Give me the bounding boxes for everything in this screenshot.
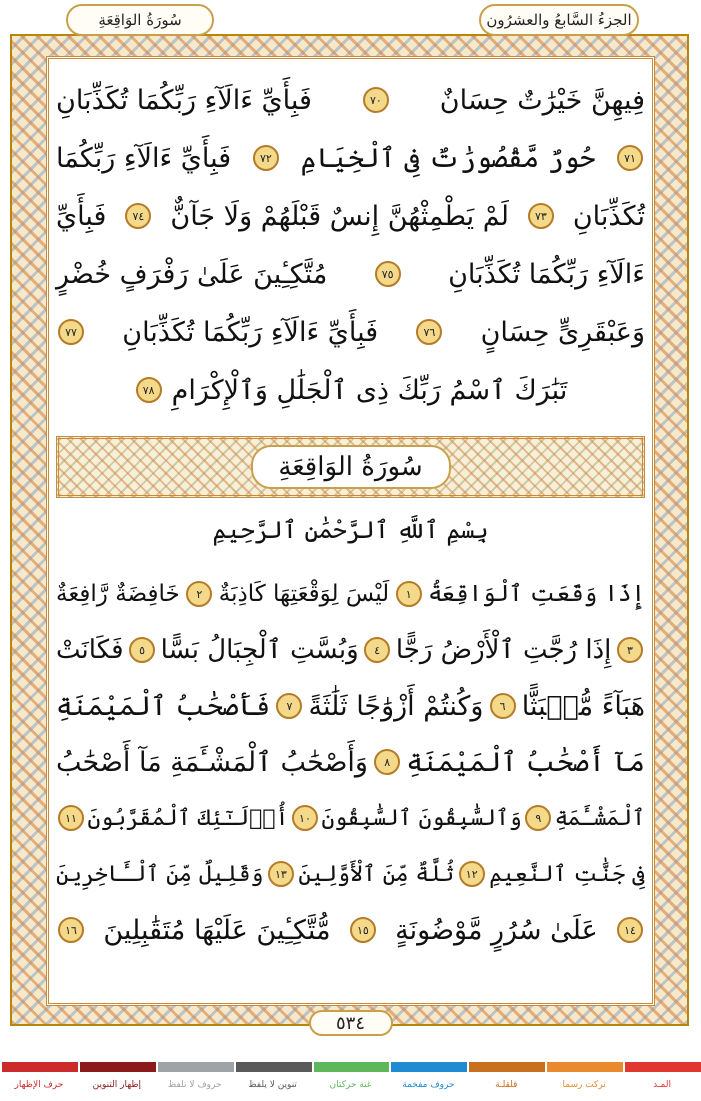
verse-line bbox=[56, 366, 645, 414]
ayah-number-marker: ٧٣ bbox=[528, 203, 554, 229]
ayah-number-marker: ٥ bbox=[129, 637, 155, 663]
legend-swatch bbox=[623, 1062, 701, 1072]
verse-text: مُتَّكِـِٔينَ عَلَىٰ رَفْرَفٍ خُضْرٍ bbox=[56, 258, 328, 290]
ayah-number-marker: ٧٠ bbox=[363, 87, 389, 113]
legend-item bbox=[156, 1062, 234, 1101]
verse-text: خَافِضَةٌ رَّافِعَةٌ bbox=[56, 581, 180, 607]
ayah-number-marker: ١٥ bbox=[350, 917, 376, 943]
legend-swatch bbox=[0, 1062, 78, 1072]
verse-text: عَلَىٰ سُرُرٍ مَّوْضُونَةٍ bbox=[395, 914, 598, 946]
verse-text: وَأَصْحَٰبُ ٱلْمَشْـَٔمَةِ مَآ أَصْحَٰبُ bbox=[56, 746, 368, 778]
ayah-number-marker: ٦ bbox=[490, 693, 516, 719]
legend-swatch bbox=[389, 1062, 467, 1072]
surah-header bbox=[66, 4, 214, 36]
surah-banner bbox=[56, 436, 645, 498]
ayah-number-marker: ٧٨ bbox=[136, 377, 162, 403]
verse-text: إِذَا رُجَّتِ ٱلْأَرْضُ رَجًّا bbox=[395, 635, 612, 665]
surah-title: سُورَةُ الوَاقِعَةِ bbox=[251, 445, 451, 489]
legend-label: حروف مفخمة bbox=[402, 1080, 455, 1090]
verse-text: وَبُسَّتِ ٱلْجِبَالُ بَسًّا bbox=[160, 635, 359, 665]
legend-label: تركت رسما bbox=[562, 1080, 606, 1090]
verse-line bbox=[56, 794, 645, 842]
verse-text: مُّتَّكِـِٔينَ عَلَيْهَا مُتَقَٰبِلِينَ bbox=[103, 914, 331, 946]
verse-line bbox=[56, 192, 645, 240]
ayah-number-marker: ٧٥ bbox=[375, 261, 401, 287]
legend-item bbox=[389, 1062, 467, 1101]
legend-label: تنوين لا يلفظ bbox=[248, 1080, 297, 1090]
verse-line bbox=[56, 250, 645, 298]
legend-swatch bbox=[312, 1062, 390, 1072]
legend-item bbox=[0, 1062, 78, 1101]
verse-line bbox=[56, 738, 645, 786]
page-number: ٥٣٤ bbox=[309, 1010, 393, 1036]
legend-item bbox=[467, 1062, 545, 1101]
verse-line bbox=[56, 850, 645, 898]
verse-text: مَآ أَصْحَٰبُ ٱلْمَيْمَنَةِ bbox=[406, 746, 645, 778]
legend-item bbox=[78, 1062, 156, 1101]
verse-text: فَكَانَتْ bbox=[56, 635, 124, 665]
verse-text: فِيهِنَّ خَيْرَٰتٌ حِسَانٌ bbox=[439, 84, 645, 116]
verse-text: تَبَٰرَكَ ٱسْمُ رَبِّكَ ذِى ٱلْجَلَٰلِ وَٱلْإِكْرَامِ bbox=[171, 374, 568, 406]
verse-text: تُكَذِّبَانِ bbox=[572, 200, 645, 232]
ayah-number-marker: ٧٧ bbox=[58, 319, 84, 345]
ayah-number-marker: ٤ bbox=[364, 637, 390, 663]
ayah-number-marker: ١٠ bbox=[292, 805, 318, 831]
surah-label: سُورَةُ الوَاقِعَةِ bbox=[98, 11, 182, 29]
verse-text: فَبِأَيِّ ءَالَآءِ رَبِّكُمَا تُكَذِّبَانِ bbox=[56, 84, 312, 116]
legend-label: إظهار التنوين bbox=[92, 1080, 142, 1090]
juz-label: الجزءُ السَّابعُ والعشرُون bbox=[486, 11, 632, 29]
legend-item bbox=[234, 1062, 312, 1101]
verse-text: وَقَلِيلٌ مِّنَ ٱلْـَٔاخِرِينَ bbox=[56, 861, 264, 887]
verse-text: ثُلَّةٌ مِّنَ ٱلْأَوَّلِينَ bbox=[298, 861, 455, 887]
verse-line bbox=[56, 682, 645, 730]
verse-text: لَيْسَ لِوَقْعَتِهَا كَاذِبَةٌ bbox=[218, 581, 390, 607]
verse-text: ٱلْمَشْـَٔمَةِ bbox=[554, 805, 645, 831]
legend-item bbox=[545, 1062, 623, 1101]
ayah-number-marker: ١٦ bbox=[58, 917, 84, 943]
legend-label: قلقلـة bbox=[495, 1080, 518, 1090]
verse-line bbox=[56, 570, 645, 618]
ayah-number-marker: ١ bbox=[396, 581, 422, 607]
ayah-number-marker: ٧١ bbox=[617, 145, 643, 171]
verse-text: حُورٌ مَّقْصُورَٰتٌ فِى ٱلْخِيَامِ bbox=[300, 142, 596, 174]
ayah-number-marker: ١١ bbox=[58, 805, 84, 831]
ayah-number-marker: ٨ bbox=[374, 749, 400, 775]
verse-text: وَكُنتُمْ أَزْوَٰجًا ثَلَٰثَةً bbox=[308, 690, 484, 722]
legend-label: حروف لا تلفظ bbox=[167, 1080, 222, 1090]
basmala: بِسْمِ ٱللَّهِ ٱلرَّحْمَٰنِ ٱلرَّحِيمِ bbox=[212, 516, 489, 544]
ayah-number-marker: ١٣ bbox=[268, 861, 294, 887]
legend-item bbox=[623, 1062, 701, 1101]
verse-text: وَعَبْقَرِىٍّ حِسَانٍ bbox=[480, 316, 645, 348]
verse-line bbox=[56, 76, 645, 124]
ayah-number-marker: ٧٢ bbox=[253, 145, 279, 171]
ayah-number-marker: ٧٦ bbox=[416, 319, 442, 345]
ayah-number-marker: ٣ bbox=[617, 637, 643, 663]
verse-text: ءَالَآءِ رَبِّكُمَا تُكَذِّبَانِ bbox=[448, 258, 645, 290]
legend-label: غنة حركتان bbox=[329, 1080, 372, 1090]
ayah-number-marker: ٧ bbox=[276, 693, 302, 719]
ayah-number-marker: ١٢ bbox=[459, 861, 485, 887]
ayah-number-marker: ١٤ bbox=[617, 917, 643, 943]
legend-swatch bbox=[234, 1062, 312, 1072]
verse-text: فَبِأَيِّ ءَالَآءِ رَبِّكُمَا تُكَذِّبَانِ bbox=[122, 316, 379, 348]
legend-swatch bbox=[467, 1062, 545, 1072]
verse-text: فَأَصْحَٰبُ ٱلْمَيْمَنَةِ bbox=[56, 690, 271, 722]
juz-header bbox=[479, 4, 639, 36]
verse-line bbox=[56, 626, 645, 674]
verse-text: هَبَآءً مُّنۢبَثًّا bbox=[521, 690, 645, 722]
verse-text: فَبِأَيِّ bbox=[56, 200, 107, 232]
verse-text: لَمْ يَطْمِثْهُنَّ إِنسٌ قَبْلَهُمْ وَلَا جَآنٌّ bbox=[170, 200, 509, 232]
ayah-number-marker: ٩ bbox=[525, 805, 551, 831]
legend-swatch bbox=[156, 1062, 234, 1072]
verse-line bbox=[56, 906, 645, 954]
verse-text: إِذَا وَقَعَتِ ٱلْوَاقِعَةُ bbox=[428, 581, 645, 607]
legend-item bbox=[312, 1062, 390, 1101]
ayah-number-marker: ٧٤ bbox=[125, 203, 151, 229]
verse-line bbox=[56, 308, 645, 356]
legend-swatch bbox=[78, 1062, 156, 1072]
verse-line bbox=[56, 134, 645, 182]
legend-label: حرف الإظهار bbox=[14, 1080, 64, 1090]
verse-text: فَبِأَيِّ ءَالَآءِ رَبِّكُمَا bbox=[56, 142, 232, 174]
verse-text: أُو۟لَـٰٓئِكَ ٱلْمُقَرَّبُونَ bbox=[87, 805, 289, 831]
ayah-number-marker: ٢ bbox=[186, 581, 212, 607]
legend-swatch bbox=[545, 1062, 623, 1072]
verse-text: وَٱلسَّٰبِقُونَ ٱلسَّٰبِقُونَ bbox=[321, 805, 522, 831]
legend-label: المـد bbox=[653, 1080, 671, 1090]
verse-text: فِى جَنَّٰتِ ٱلنَّعِيمِ bbox=[489, 861, 645, 887]
tajweed-color-legend bbox=[0, 1062, 701, 1101]
